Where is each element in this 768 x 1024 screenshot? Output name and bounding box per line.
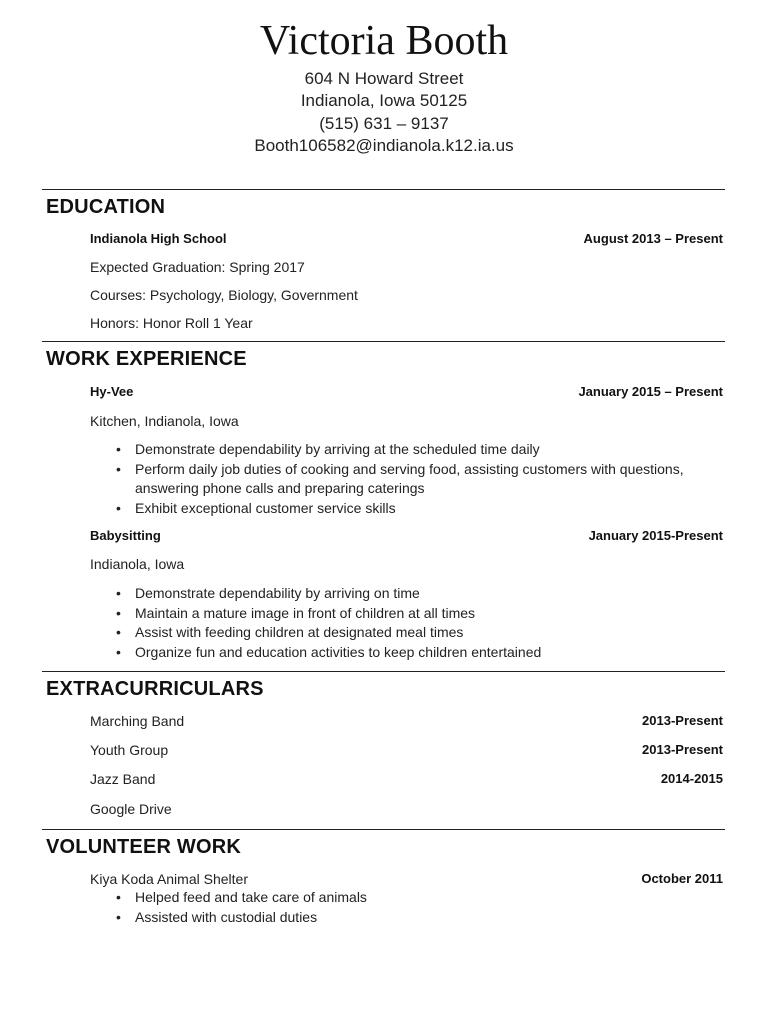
bullet-icon: • xyxy=(116,441,121,457)
section-divider xyxy=(42,189,725,190)
activity-dates: 2014-2015 xyxy=(660,771,723,786)
bullet-icon: • xyxy=(116,624,121,640)
honors: Honors: Honor Roll 1 Year xyxy=(90,315,253,331)
school-dates: August 2013 – Present xyxy=(583,231,723,246)
activity-name: Google Drive xyxy=(90,801,172,817)
job-dates: January 2015-Present xyxy=(588,528,723,543)
job-title: Hy-Vee xyxy=(90,384,134,399)
expected-graduation: Expected Graduation: Spring 2017 xyxy=(90,259,305,275)
address-line-2: Indianola, Iowa 50125 xyxy=(300,91,468,110)
education-heading: EDUCATION xyxy=(46,196,166,218)
activity-name: Jazz Band xyxy=(90,771,156,787)
section-divider xyxy=(42,671,725,672)
list-item: • Exhibit exceptional customer service skills xyxy=(112,499,724,519)
bullet-icon: • xyxy=(116,460,121,477)
school-name: Indianola High School xyxy=(90,231,227,246)
phone-number: (515) 631 – 9137 xyxy=(319,114,449,133)
job-duties-list xyxy=(112,584,724,662)
list-item: • Organize fun and education activities to keep children entertained xyxy=(112,643,724,663)
activity-name: Marching Band xyxy=(90,713,185,729)
list-item: • Assisted with custodial duties xyxy=(112,908,724,928)
bullet-icon: • xyxy=(116,604,121,621)
list-item: • Assist with feeding children at designated meal times xyxy=(112,623,724,643)
job-dates: January 2015 – Present xyxy=(578,384,723,399)
list-item: • Perform daily job duties of cooking and serving food, assisting customers with questions, answering phone calls and preparing caterings xyxy=(116,460,684,496)
bullet-icon: • xyxy=(116,585,121,601)
email-address: Booth106582@indianola.k12.ia.us xyxy=(254,136,514,155)
work-experience-heading: WORK EXPERIENCE xyxy=(46,348,247,370)
job-title: Babysitting xyxy=(90,528,161,543)
extracurriculars-heading: EXTRACURRICULARS xyxy=(46,678,264,700)
volunteer-dates: October 2011 xyxy=(641,871,723,886)
courses: Courses: Psychology, Biology, Government xyxy=(90,287,358,303)
address-line-1: 604 N Howard Street xyxy=(304,69,464,88)
list-item: • Maintain a mature image in front of children at all times xyxy=(112,604,724,624)
volunteer-work-heading: VOLUNTEER WORK xyxy=(46,836,242,858)
bullet-icon: • xyxy=(116,889,121,905)
list-item: • Demonstrate dependability by arriving on time xyxy=(112,584,724,604)
bullet-icon: • xyxy=(116,908,121,925)
volunteer-duties-list xyxy=(112,888,724,927)
bullet-icon: • xyxy=(116,499,121,516)
bullet-icon: • xyxy=(116,643,121,660)
section-divider xyxy=(42,829,725,830)
list-item: • Demonstrate dependability by arriving at the scheduled time daily xyxy=(112,440,724,460)
section-divider xyxy=(42,341,725,342)
job-duties-list xyxy=(112,440,724,518)
activity-dates: 2013-Present xyxy=(642,713,723,728)
volunteer-organization: Kiya Koda Animal Shelter xyxy=(90,871,248,887)
list-item: • Helped feed and take care of animals xyxy=(112,888,724,908)
job-location: Indianola, Iowa xyxy=(90,556,185,572)
activity-dates: 2013-Present xyxy=(642,742,723,757)
job-location: Kitchen, Indianola, Iowa xyxy=(90,413,239,429)
activity-name: Youth Group xyxy=(90,742,169,758)
resume-name: Victoria Booth xyxy=(259,18,509,64)
